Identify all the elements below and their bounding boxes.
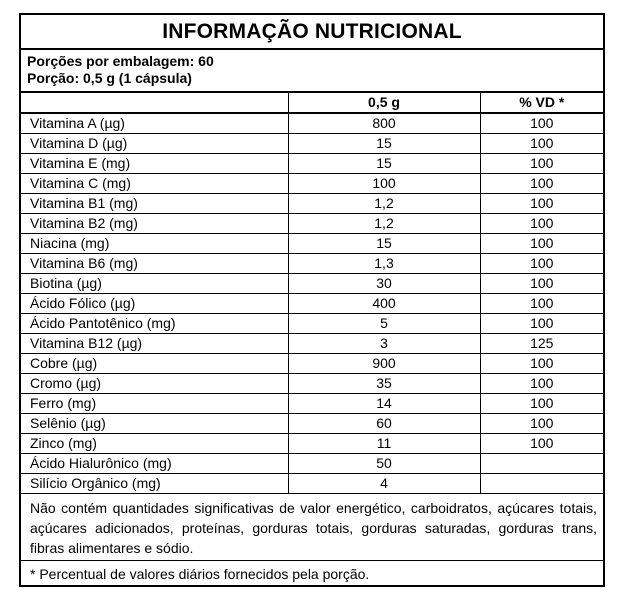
nutrient-daily-value: 100 bbox=[480, 354, 603, 374]
nutrient-amount: 15 bbox=[288, 134, 480, 154]
header-nutrient bbox=[21, 93, 288, 113]
table-row bbox=[21, 214, 603, 234]
nutrient-daily-value: 100 bbox=[480, 214, 603, 234]
nutrient-amount: 3 bbox=[288, 334, 480, 354]
nutrient-amount: 4 bbox=[288, 474, 480, 494]
nutrient-amount: 15 bbox=[288, 154, 480, 174]
nutrient-daily-value: 100 bbox=[480, 174, 603, 194]
nutrient-amount: 11 bbox=[288, 434, 480, 454]
nutrient-daily-value: 100 bbox=[480, 314, 603, 334]
nutrient-name: Biotina (µg) bbox=[21, 274, 288, 294]
table-row bbox=[21, 294, 603, 314]
table-row bbox=[21, 274, 603, 294]
table-row bbox=[21, 334, 603, 354]
table-row bbox=[21, 374, 603, 394]
nutrient-daily-value: 100 bbox=[480, 394, 603, 414]
table-row bbox=[21, 414, 603, 434]
nutrient-amount: 1,2 bbox=[288, 214, 480, 234]
footnote-daily-value: * Percentual de valores diários fornecidos pela porção. bbox=[30, 566, 370, 582]
table-row bbox=[21, 174, 603, 194]
nutrient-amount: 900 bbox=[288, 354, 480, 374]
nutrient-daily-value: 100 bbox=[480, 434, 603, 454]
table-row bbox=[21, 474, 603, 494]
nutrient-amount: 50 bbox=[288, 454, 480, 474]
nutrient-daily-value: 100 bbox=[480, 414, 603, 434]
nutrient-amount: 800 bbox=[288, 113, 480, 134]
nutrient-daily-value: 100 bbox=[480, 294, 603, 314]
nutrient-name: Vitamina B2 (mg) bbox=[21, 214, 288, 234]
nutrient-name: Ácido Hialurônico (mg) bbox=[21, 454, 288, 474]
servings-per-package: Porções por embalagem: 60 bbox=[27, 53, 214, 69]
serving-size: Porção: 0,5 g (1 cápsula) bbox=[27, 70, 192, 86]
table-row bbox=[21, 314, 603, 334]
nutrient-name: Vitamina D (µg) bbox=[21, 134, 288, 154]
nutrient-name: Vitamina C (mg) bbox=[21, 174, 288, 194]
nutrient-daily-value: 100 bbox=[480, 274, 603, 294]
nutrient-amount: 100 bbox=[288, 174, 480, 194]
nutrient-amount: 60 bbox=[288, 414, 480, 434]
nutrient-name: Silício Orgânico (mg) bbox=[21, 474, 288, 494]
nutrient-amount: 1,2 bbox=[288, 194, 480, 214]
nutrient-daily-value: 100 bbox=[480, 194, 603, 214]
nutrient-daily-value: 100 bbox=[480, 254, 603, 274]
nutrient-name: Vitamina E (mg) bbox=[21, 154, 288, 174]
nutrient-amount: 35 bbox=[288, 374, 480, 394]
nutrient-name: Vitamina B12 (µg) bbox=[21, 334, 288, 354]
panel-title: INFORMAÇÃO NUTRICIONAL bbox=[21, 15, 603, 50]
nutrient-amount: 1,3 bbox=[288, 254, 480, 274]
table-row bbox=[21, 254, 603, 274]
nutrient-name: Niacina (mg) bbox=[21, 234, 288, 254]
nutrient-daily-value bbox=[480, 454, 603, 474]
table-row bbox=[21, 194, 603, 214]
nutrient-name: Ácido Pantotênico (mg) bbox=[21, 314, 288, 334]
nutrient-daily-value: 125 bbox=[480, 334, 603, 354]
table-header-row bbox=[21, 93, 603, 113]
table-row bbox=[21, 234, 603, 254]
nutrient-name: Vitamina A (µg) bbox=[21, 113, 288, 134]
nutrient-amount: 30 bbox=[288, 274, 480, 294]
nutrient-amount: 5 bbox=[288, 314, 480, 334]
nutrient-daily-value bbox=[480, 474, 603, 494]
nutrient-amount: 14 bbox=[288, 394, 480, 414]
nutrient-daily-value: 100 bbox=[480, 113, 603, 134]
nutrient-name: Ferro (mg) bbox=[21, 394, 288, 414]
table-row bbox=[21, 134, 603, 154]
nutrient-daily-value: 100 bbox=[480, 134, 603, 154]
nutrient-name: Vitamina B6 (mg) bbox=[21, 254, 288, 274]
header-amount: 0,5 g bbox=[288, 93, 480, 113]
nutrient-amount: 400 bbox=[288, 294, 480, 314]
serving-info bbox=[21, 50, 603, 93]
nutrient-name: Cromo (µg) bbox=[21, 374, 288, 394]
footnote-not-significant: Não contém quantidades significativas de valor energético, carboidratos, açúcares totais, açúcares adicionados, proteínas, gorduras totais, gorduras saturadas, gorduras trans, fibras alimentares e sódio. bbox=[21, 494, 603, 561]
nutrient-name: Ácido Fólico (µg) bbox=[21, 294, 288, 314]
table-row bbox=[21, 354, 603, 374]
nutrition-facts-panel bbox=[19, 13, 605, 587]
table-row bbox=[21, 394, 603, 414]
nutrient-name: Zinco (mg) bbox=[21, 434, 288, 454]
nutrient-name: Selênio (µg) bbox=[21, 414, 288, 434]
nutrient-name: Vitamina B1 (mg) bbox=[21, 194, 288, 214]
nutrient-table bbox=[21, 93, 603, 494]
header-daily-value: % VD * bbox=[480, 93, 603, 113]
table-row bbox=[21, 434, 603, 454]
table-row bbox=[21, 454, 603, 474]
nutrient-daily-value: 100 bbox=[480, 154, 603, 174]
nutrient-daily-value: 100 bbox=[480, 234, 603, 254]
nutrient-daily-value: 100 bbox=[480, 374, 603, 394]
table-row bbox=[21, 113, 603, 134]
nutrient-amount: 15 bbox=[288, 234, 480, 254]
nutrient-name: Cobre (µg) bbox=[21, 354, 288, 374]
table-row bbox=[21, 154, 603, 174]
